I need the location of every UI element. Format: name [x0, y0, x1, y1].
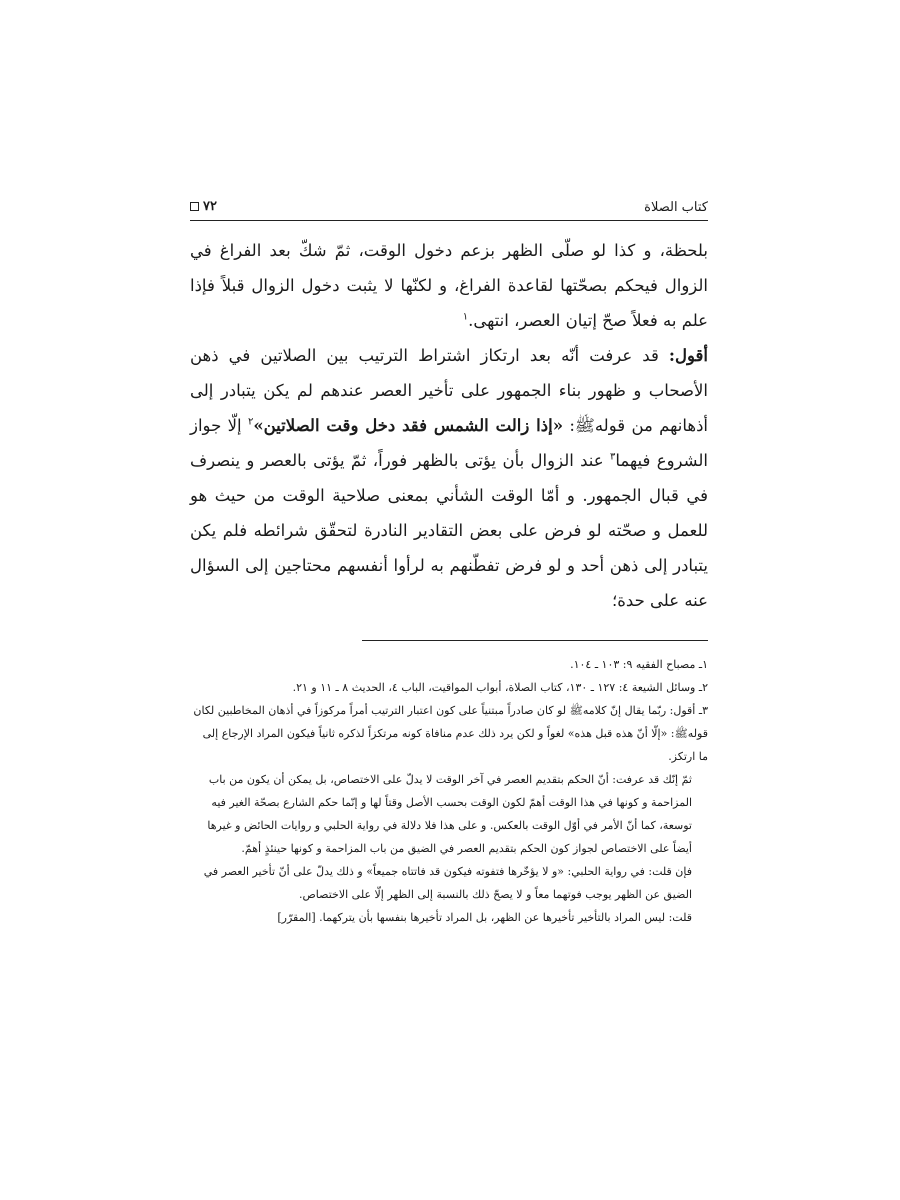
paragraph-2-text-b: إلّا جواز الشروع فيهما — [190, 416, 708, 470]
footnote-3-continuation-2: فإن قلت: في رواية الحلبي: «و لا يؤخّرها فتفوته فيكون قد فاتتاه جميعاً» و ذلك يدلّ على أنّ تأخير العصر في الضيق عن الظهر يوجب فوتهما معاً و لا يصحّ ذلك بالنسبة إلى الظهر إلّا على الاختصاص. — [203, 865, 692, 901]
footnote-ref-2: ٢ — [247, 416, 254, 428]
paragraph-2 — [190, 338, 708, 618]
footnote-divider — [362, 640, 708, 641]
running-title: كتاب الصلاة — [644, 200, 708, 215]
footnote-3-continuation-1: ثمّ إنّك قد عرفت: أنّ الحكم بتقديم العصر في آخر الوقت لا يدلّ على الاختصاص، بل يمكن أن يكون من باب المزاحمة و كونها في هذا الوقت أهمّ لكون الوقت بحسب الأصل وقتاً لها و إنّما حكم الشارع بصحّة الغير فيه توسعة، كما أنّ الأمر في أوّل الوقت بالعكس. و على هذا فلا دلالة في رواية الحلبي و روايات الحائض و غيرها أيضاً على الاختصاص لجواز كون الحكم بتقديم العصر في الضيق من باب المزاحمة و كونها حينئذٍ أهمّ. — [207, 773, 692, 855]
footnote-2: ٢ـ وسائل الشيعة ٤: ١٢٧ ـ ١٣٠، كتاب الصلاة، أبواب المواقيت، الباب ٤، الحديث ٨ ـ ١١ و ٢١. — [292, 681, 708, 694]
main-text — [190, 233, 708, 618]
page-number-block — [190, 199, 217, 214]
page-header — [190, 190, 708, 221]
book-page — [190, 190, 708, 929]
square-ornament-icon — [190, 202, 199, 211]
paragraph-1 — [190, 233, 708, 338]
footnote-3-continuation-3: قلت: ليس المراد بالتأخير تأخيرها عن الظهر، بل المراد تأخيرها بنفسها بأن يتركهما. [المقرّر] — [277, 911, 692, 924]
footnote-ref-3: ٣ — [609, 451, 616, 463]
footnote-3: ٣ـ أقول: ربّما يقال إنّ كلامهﷺ لو كان صادراً مبتنياً على كون اعتبار الترتيب أمراً مركوزاً في أذهان المخاطبين لكان قولهﷺ: «إلّا أنّ هذه قبل هذه» لغواً و لكن يرد ذلك عدم منافاة كونه مرتكزاً لذكره ثانياً فيكون المراد الإرجاع إلى ما ارتكز. — [193, 704, 708, 763]
paragraph-2-text-a: قد عرفت أنّه بعد ارتكاز اشتراط الترتيب بين الصلاتين في ذهن الأصحاب و ظهور بناء الجمهور على تأخير العصر عندهم لم يكن يتبادر إلى أذهانهم من قولهﷺ: — [190, 346, 709, 435]
aqulu-lead: أقول: — [668, 346, 708, 365]
page-number: ٧٢ — [203, 199, 217, 214]
footnotes — [190, 653, 708, 929]
hadith-quote: «إذا زالت الشمس فقد دخل وقت الصلاتين» — [253, 416, 564, 435]
footnote-1: ١ـ مصباح الفقيه ٩: ١٠٣ ـ ١٠٤. — [570, 658, 708, 671]
paragraph-2-text-c: عند الزوال بأن يؤتى بالظهر فوراً، ثمّ يؤتى بالعصر و ينصرف في قبال الجمهور. و أمّا الوقت الشأني بمعنى صلاحية الوقت من حيث هو للعمل و صحّته لو فرض على بعض التقادير النادرة لتحقّق شرائطه فلم يكن يتبادر إلى ذهن أحد و لو فرض تفطّنهم به لرأوا أنفسهم محتاجين إلى السؤال عنه على حدة؛ — [190, 451, 708, 610]
paragraph-1-text: بلحظة، و كذا لو صلّى الظهر بزعم دخول الوقت، ثمّ شكّ بعد الفراغ في الزوال فيحكم بصحّتها لقاعدة الفراغ، و لكنّها لا يثبت دخول الزوال قبلاً فإذا علم به فعلاً صحّ إتيان العصر، انتهى. — [190, 241, 708, 330]
footnote-ref-1: ١ — [462, 311, 469, 323]
